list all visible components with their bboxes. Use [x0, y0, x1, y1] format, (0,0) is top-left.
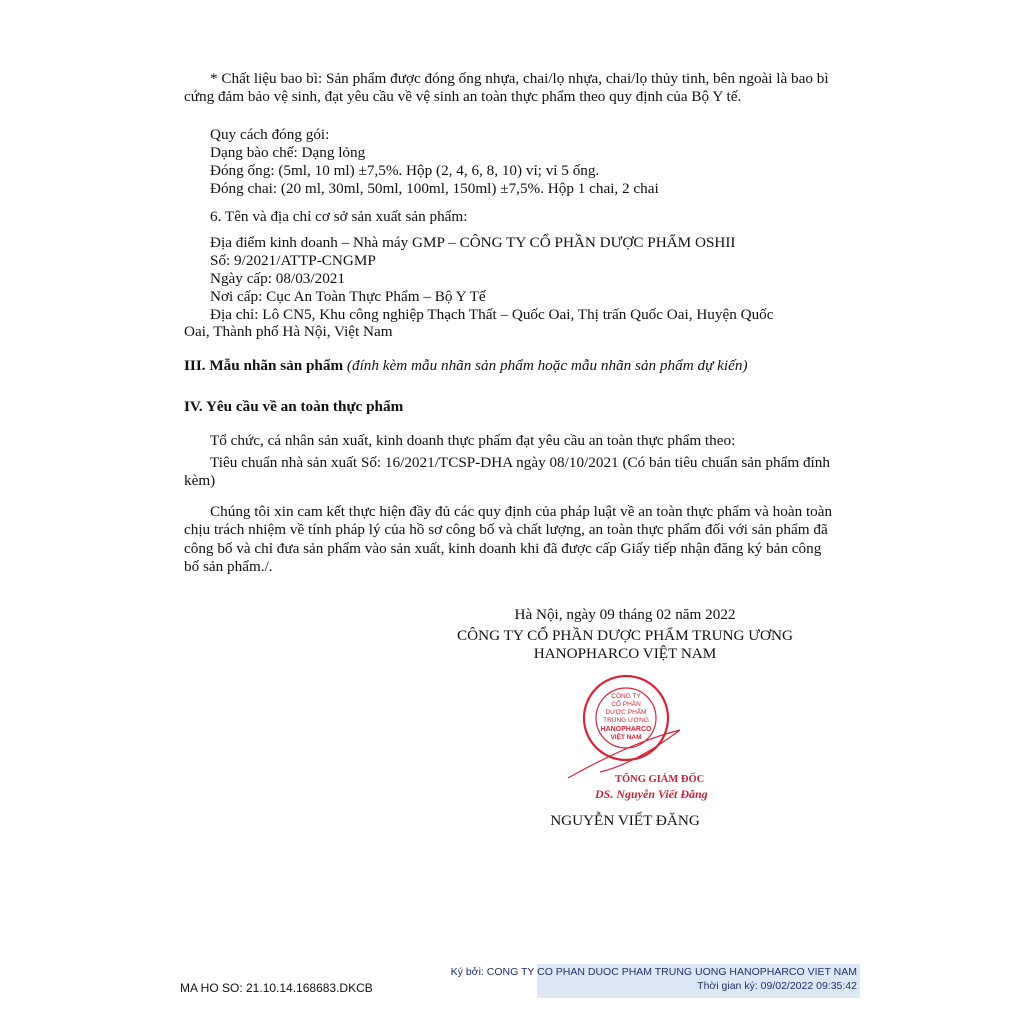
standard-paragraph: Tiêu chuẩn nhà sản xuất Số: 16/2021/TCSP-DHA ngày 08/10/2021 (Có bản tiêu chuẩn sản phẩm đính kèm) [184, 454, 830, 490]
svg-text:VIỆT NAM: VIỆT NAM [610, 734, 642, 741]
issuer: Nơi cấp: Cục An Toàn Thực Phẩm – Bộ Y Tế [210, 288, 486, 305]
certificate-number: Số: 9/2021/ATTP-CNGMP [210, 252, 376, 269]
digital-signature-signer: Ký bởi: CONG TY CO PHAN DUOC PHAM TRUNG UONG HANOPHARCO VIET NAM [450, 966, 857, 978]
issue-date: Ngày cấp: 08/03/2021 [210, 270, 345, 287]
ampoule-packing-line: Đóng ống: (5ml, 10 ml) ±7,5%. Hộp (2, 4, 6, 8, 10) vỉ; vỉ 5 ống. [210, 162, 600, 179]
safety-intro: Tổ chức, cá nhân sản xuất, kinh doanh thực phẩm đạt yêu cầu an toàn thực phẩm theo: [210, 432, 736, 449]
packing-spec-title: Quy cách đóng gói: [210, 126, 330, 143]
section-3-note: (đính kèm mẫu nhãn sản phẩm hoặc mẫu nhãn sản phẩm dự kiến) [346, 357, 748, 374]
address-line-1: Địa chỉ: Lô CN5, Khu công nghiệp Thạch Thất – Quốc Oai, Thị trấn Quốc Oai, Huyện Quốc [210, 306, 774, 323]
svg-text:TRUNG ƯƠNG: TRUNG ƯƠNG [603, 717, 649, 724]
svg-text:DƯỢC PHẨM: DƯỢC PHẨM [605, 709, 647, 716]
company-name-line-1: CÔNG TY CỔ PHẦN DƯỢC PHẨM TRUNG ƯƠNG [457, 627, 793, 644]
company-seal-and-signature [560, 670, 760, 810]
facility-name: Địa điểm kinh doanh – Nhà máy GMP – CÔNG TY CỔ PHẦN DƯỢC PHẨM OSHII [210, 234, 736, 251]
commitment-paragraph: Chúng tôi xin cam kết thực hiện đầy đủ các quy định của pháp luật về an toàn thực phẩm và hoàn toàn chịu trách nhiệm về tính pháp lý của hồ sơ công bố và chất lượng, an toàn thực phẩm đối với sản phẩm đã công bố và chỉ đưa sản phẩm vào sản xuất, kinh doanh khi đã được cấp Giấy tiếp nhận đăng ký bản công bố sản phẩm./. [184, 503, 833, 576]
section-3-title: III. Mẫu nhãn sản phẩm [184, 357, 344, 374]
section-6-title: 6. Tên và địa chỉ cơ sở sản xuất sản phẩm: [210, 208, 468, 225]
place-date: Hà Nội, ngày 09 tháng 02 năm 2022 [514, 606, 736, 623]
svg-text:HANOPHARCO: HANOPHARCO [600, 726, 652, 733]
printed-signer-name: NGUYỄN VIẾT ĐĂNG [550, 812, 700, 829]
svg-text:CỔ PHẦN: CỔ PHẦN [611, 701, 641, 708]
digital-signature-box [450, 964, 860, 998]
handwritten-signature: DS. Nguyễn Viết Đăng [595, 787, 708, 801]
file-code: MA HO SO: 21.10.14.168683.DKCB [180, 981, 373, 995]
packaging-material-paragraph: * Chất liệu bao bì: Sản phẩm được đóng ống nhựa, chai/lọ nhựa, chai/lọ thủy tinh, bên ngoài là bao bì cứng đảm bảo vệ sinh, đạt yêu cầu về vệ sinh an toàn thực phẩm theo quy định của Bộ Y tế. [184, 70, 829, 106]
section-4-title: IV. Yêu cầu về an toàn thực phẩm [184, 398, 404, 415]
svg-text:CÔNG TY: CÔNG TY [611, 693, 641, 700]
dosage-form-line: Dạng bào chế: Dạng lỏng [210, 144, 366, 161]
section-3-heading [184, 357, 748, 375]
address-line-2: Oai, Thành phố Hà Nội, Việt Nam [184, 323, 393, 340]
signer-role: TỔNG GIÁM ĐỐC [615, 774, 705, 785]
digital-signature-time: Thời gian ký: 09/02/2022 09:35:42 [697, 980, 857, 992]
company-name-line-2: HANOPHARCO VIỆT NAM [533, 645, 717, 662]
bottle-packing-line: Đóng chai: (20 ml, 30ml, 50ml, 100ml, 150ml) ±7,5%. Hộp 1 chai, 2 chai [210, 180, 659, 197]
